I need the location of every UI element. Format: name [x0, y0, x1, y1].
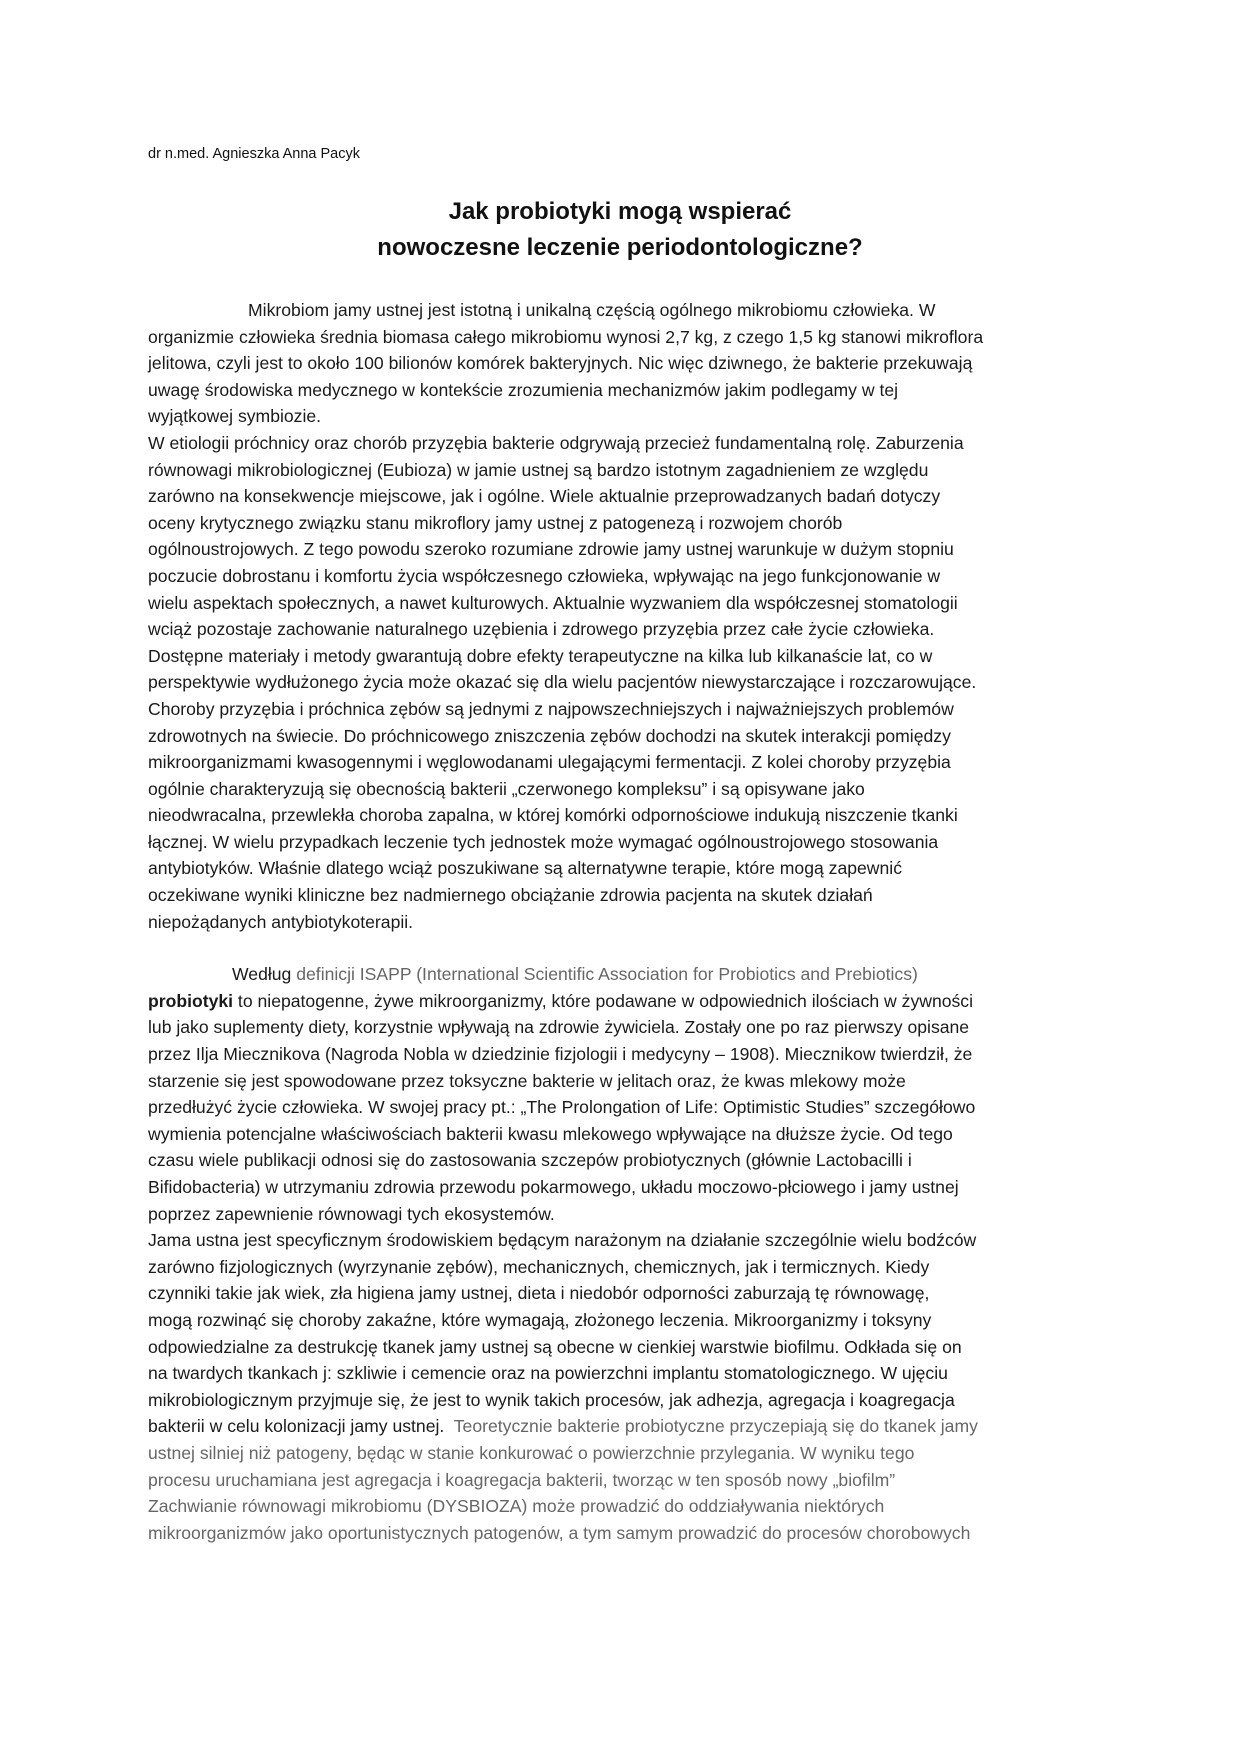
text-line: Zachwianie równowagi mikrobiomu (DYSBIOZA) może prowadzić do oddziaływania niektórych	[148, 1496, 885, 1517]
author-name: dr n.med. Agnieszka Anna Pacyk	[148, 146, 360, 162]
paragraph-2	[148, 961, 1098, 1546]
text-line: Jama ustna jest specyficznym środowiskiem będącym narażonym na działanie szczególnie wielu bodźców	[148, 1230, 977, 1251]
text-line: procesu uruchamiana jest agregacja i koagregacja bakterii, tworząc w ten sposób nowy „biofilm”	[148, 1469, 896, 1490]
text-line: Dostępne materiały i metody gwarantują dobre efekty terapeutyczne na kilka lub kilkanaście lat, co w	[148, 645, 933, 666]
text-line: wyjątkowej symbiozie.	[148, 406, 322, 427]
paragraph-2-mixed-line	[148, 1413, 1098, 1440]
text-line: mikrobiologicznym przyjmuje się, że jest to wynik takich procesów, jak adhezja, agregacja i koagregacja	[148, 1389, 955, 1410]
text-line: organizmie człowieka średnia biomasa całego mikrobiomu wynosi 2,7 kg, z czego 1,5 kg stanowi mikroflora	[148, 326, 984, 347]
text-line: wymienia potencjalne właściwościach bakterii kwasu mlekowego wpływające na dłuższe życie. Od tego	[148, 1123, 953, 1144]
text-line: mikroorganizmami kwasogennymi i węglowodanami ulegającymi fermentacji. Z kolei choroby przyzębia	[148, 752, 951, 773]
text-line: zarówno na konsekwencje miejscowe, jak i ogólne. Wiele aktualnie przeprowadzanych badań dotyczy	[148, 486, 941, 507]
title-line-1: Jak probiotyki mogą wspierać	[448, 198, 792, 225]
text-line: zarówno fizjologicznych (wyrzynanie zębów), mechanicznych, chemicznych, jak i termicznych. Kiedy	[148, 1256, 930, 1277]
text-line: jelitowa, czyli jest to około 100 bilionów komórek bakteryjnych. Nic więc dziwnego, że bakterie przekuwają	[148, 353, 973, 374]
text-line: W etiologii próchnicy oraz chorób przyzębia bakterie odgrywają przecież fundamentalną rolę. Zaburzenia	[148, 432, 964, 453]
title-line-2: nowoczesne leczenie periodontologiczne?	[377, 234, 863, 261]
text-line: ogólnie charakteryzują się obecnością bakterii „czerwonego kompleksu” i są opisywane jako	[148, 778, 865, 799]
text-line: niepożądanych antybiotykoterapii.	[148, 911, 414, 932]
text-line: wciąż pozostaje zachowanie naturalnego uzębienia i zdrowego przyzębia przez całe życie człowieka.	[148, 619, 935, 640]
paragraph-gap	[148, 935, 1098, 961]
paragraph-2-grey-lines	[148, 1440, 1098, 1546]
text-line: ogólnoustrojowych. Z tego powodu szeroko rozumiane zdrowie jamy ustnej warunkuje w dużym stopniu	[148, 539, 954, 560]
text-line: oczekiwane wyniki kliniczne bez nadmiernego obciążanie zdrowia pacjenta na skutek działań	[148, 885, 873, 906]
text-line: starzenie się jest spowodowane przez toksyczne bakterie w jelitach oraz, że kwas mlekowy może	[148, 1070, 906, 1091]
text-line: przedłużyć życie człowieka. W swojej pracy pt.: „The Prolongation of Life: Optimistic Studies” szczegółowo	[148, 1097, 976, 1118]
text-line: mogą rozwinąć się choroby zakaźne, które wymagają, złożonego leczenia. Mikroorganizmy i toksyny	[148, 1309, 932, 1330]
text-line: czasu wiele publikacji odnosi się do zastosowania szczepów probiotycznych (głównie Lactobacilli i	[148, 1150, 912, 1171]
text-line: Bifidobacteria) w utrzymaniu zdrowia przewodu pokarmowego, układu moczowo-płciowego i jamy ustnej	[148, 1177, 959, 1197]
probiotics-definition: to niepatogenne, żywe mikroorganizmy, które podawane w odpowiednich ilościach w żywności	[233, 990, 974, 1011]
text-line: antybiotyków. Właśnie dlatego wciąż poszukiwane są alternatywne terapie, które mogą zapewnić	[148, 858, 902, 879]
text-line: na twardych tkankach j: szkliwie i cemencie oraz na powierzchni implantu stomatologicznego. W ujęciu	[148, 1363, 948, 1384]
article-body	[148, 297, 1098, 1546]
text-line: perspektywie wydłużonego życia może okazać się dla wielu pacjentów niewystarczające i rozczarowujące.	[148, 672, 977, 693]
text-line: czynniki takie jak wiek, zła higiena jamy ustnej, dieta i niedobór odporności zaburzają tę równowagę,	[148, 1283, 930, 1304]
probiotics-term: probiotyki	[148, 990, 234, 1011]
text-line: uwagę środowiska medycznego w kontekście zrozumienia mechanizmów jakim podlegamy w tej	[148, 379, 899, 400]
text-line: Mikrobiom jamy ustnej jest istotną i unikalną częścią ogólnego mikrobiomu człowieka. W	[248, 300, 936, 320]
paragraph-2-first-line	[148, 988, 1098, 1015]
text-line: równowagi mikrobiologicznej (Eubioza) w jamie ustnej są bardzo istotnym zagadnieniem ze względu	[148, 459, 929, 480]
paragraph-1	[148, 297, 1098, 935]
text-line: mikroorganizmów jako oportunistycznych patogenów, a tym samym prowadzić do procesów chorobowych	[148, 1522, 971, 1543]
text-line: łącznej. W wielu przypadkach leczenie tych jednostek może wymagać ogólnoustrojowego stosowania	[148, 831, 939, 852]
text-line: nieodwracalna, przewlekła choroba zapalna, w której komórki odpornościowe indukują niszczenie tkanki	[148, 805, 958, 826]
intro-text: Według	[232, 964, 297, 985]
text-line: odpowiedzialne za destrukcję tkanek jamy ustnej są obecne w cienkiej warstwie biofilmu. Odkłada się on	[148, 1336, 962, 1357]
text-line: przez Ilja Miecznikova (Nagroda Nobla w dziedzinie fizjologii i medycyny – 1908). Miecznikow twierdził, że	[148, 1044, 973, 1065]
text-line: poprzez zapewnienie równowagi tych ekosystemów.	[148, 1203, 555, 1224]
isapp-definition-link-text: definicji ISAPP (International Scientific Association for Probiotics and Prebiotics)	[296, 964, 918, 985]
mixed-dark-text: bakterii w celu kolonizacji jamy ustnej.	[148, 1416, 454, 1437]
paragraph-2-intro-line	[148, 961, 1098, 988]
page-title	[0, 194, 1240, 266]
paragraph-2-lines	[148, 1014, 1098, 1413]
mixed-grey-text: Teoretycznie bakterie probiotyczne przyczepiają się do tkanek jamy	[453, 1416, 978, 1437]
text-line: ustnej silniej niż patogeny, będąc w stanie konkurować o powierzchnie przylegania. W wyniku tego	[148, 1442, 915, 1463]
text-line: lub jako suplementy diety, korzystnie wpływają na zdrowie żywiciela. Zostały one po raz pierwszy opisane	[148, 1017, 970, 1038]
text-line: zdrowotnych na świecie. Do próchnicowego zniszczenia zębów dochodzi na skutek interakcji pomiędzy	[148, 725, 951, 746]
text-line: wielu aspektach społecznych, a nawet kulturowych. Aktualnie wyzwaniem dla współczesnej stomatologii	[148, 592, 958, 613]
text-line: poczucie dobrostanu i komfortu życia współczesnego człowieka, wpływając na jego funkcjonowanie w	[148, 565, 941, 586]
text-line: oceny krytycznego związku stanu mikroflory jamy ustnej z patogenezą i rozwojem chorób	[148, 512, 843, 533]
text-line: Choroby przyzębia i próchnica zębów są jednymi z najpowszechniejszych i najważniejszych problemów	[148, 698, 954, 719]
